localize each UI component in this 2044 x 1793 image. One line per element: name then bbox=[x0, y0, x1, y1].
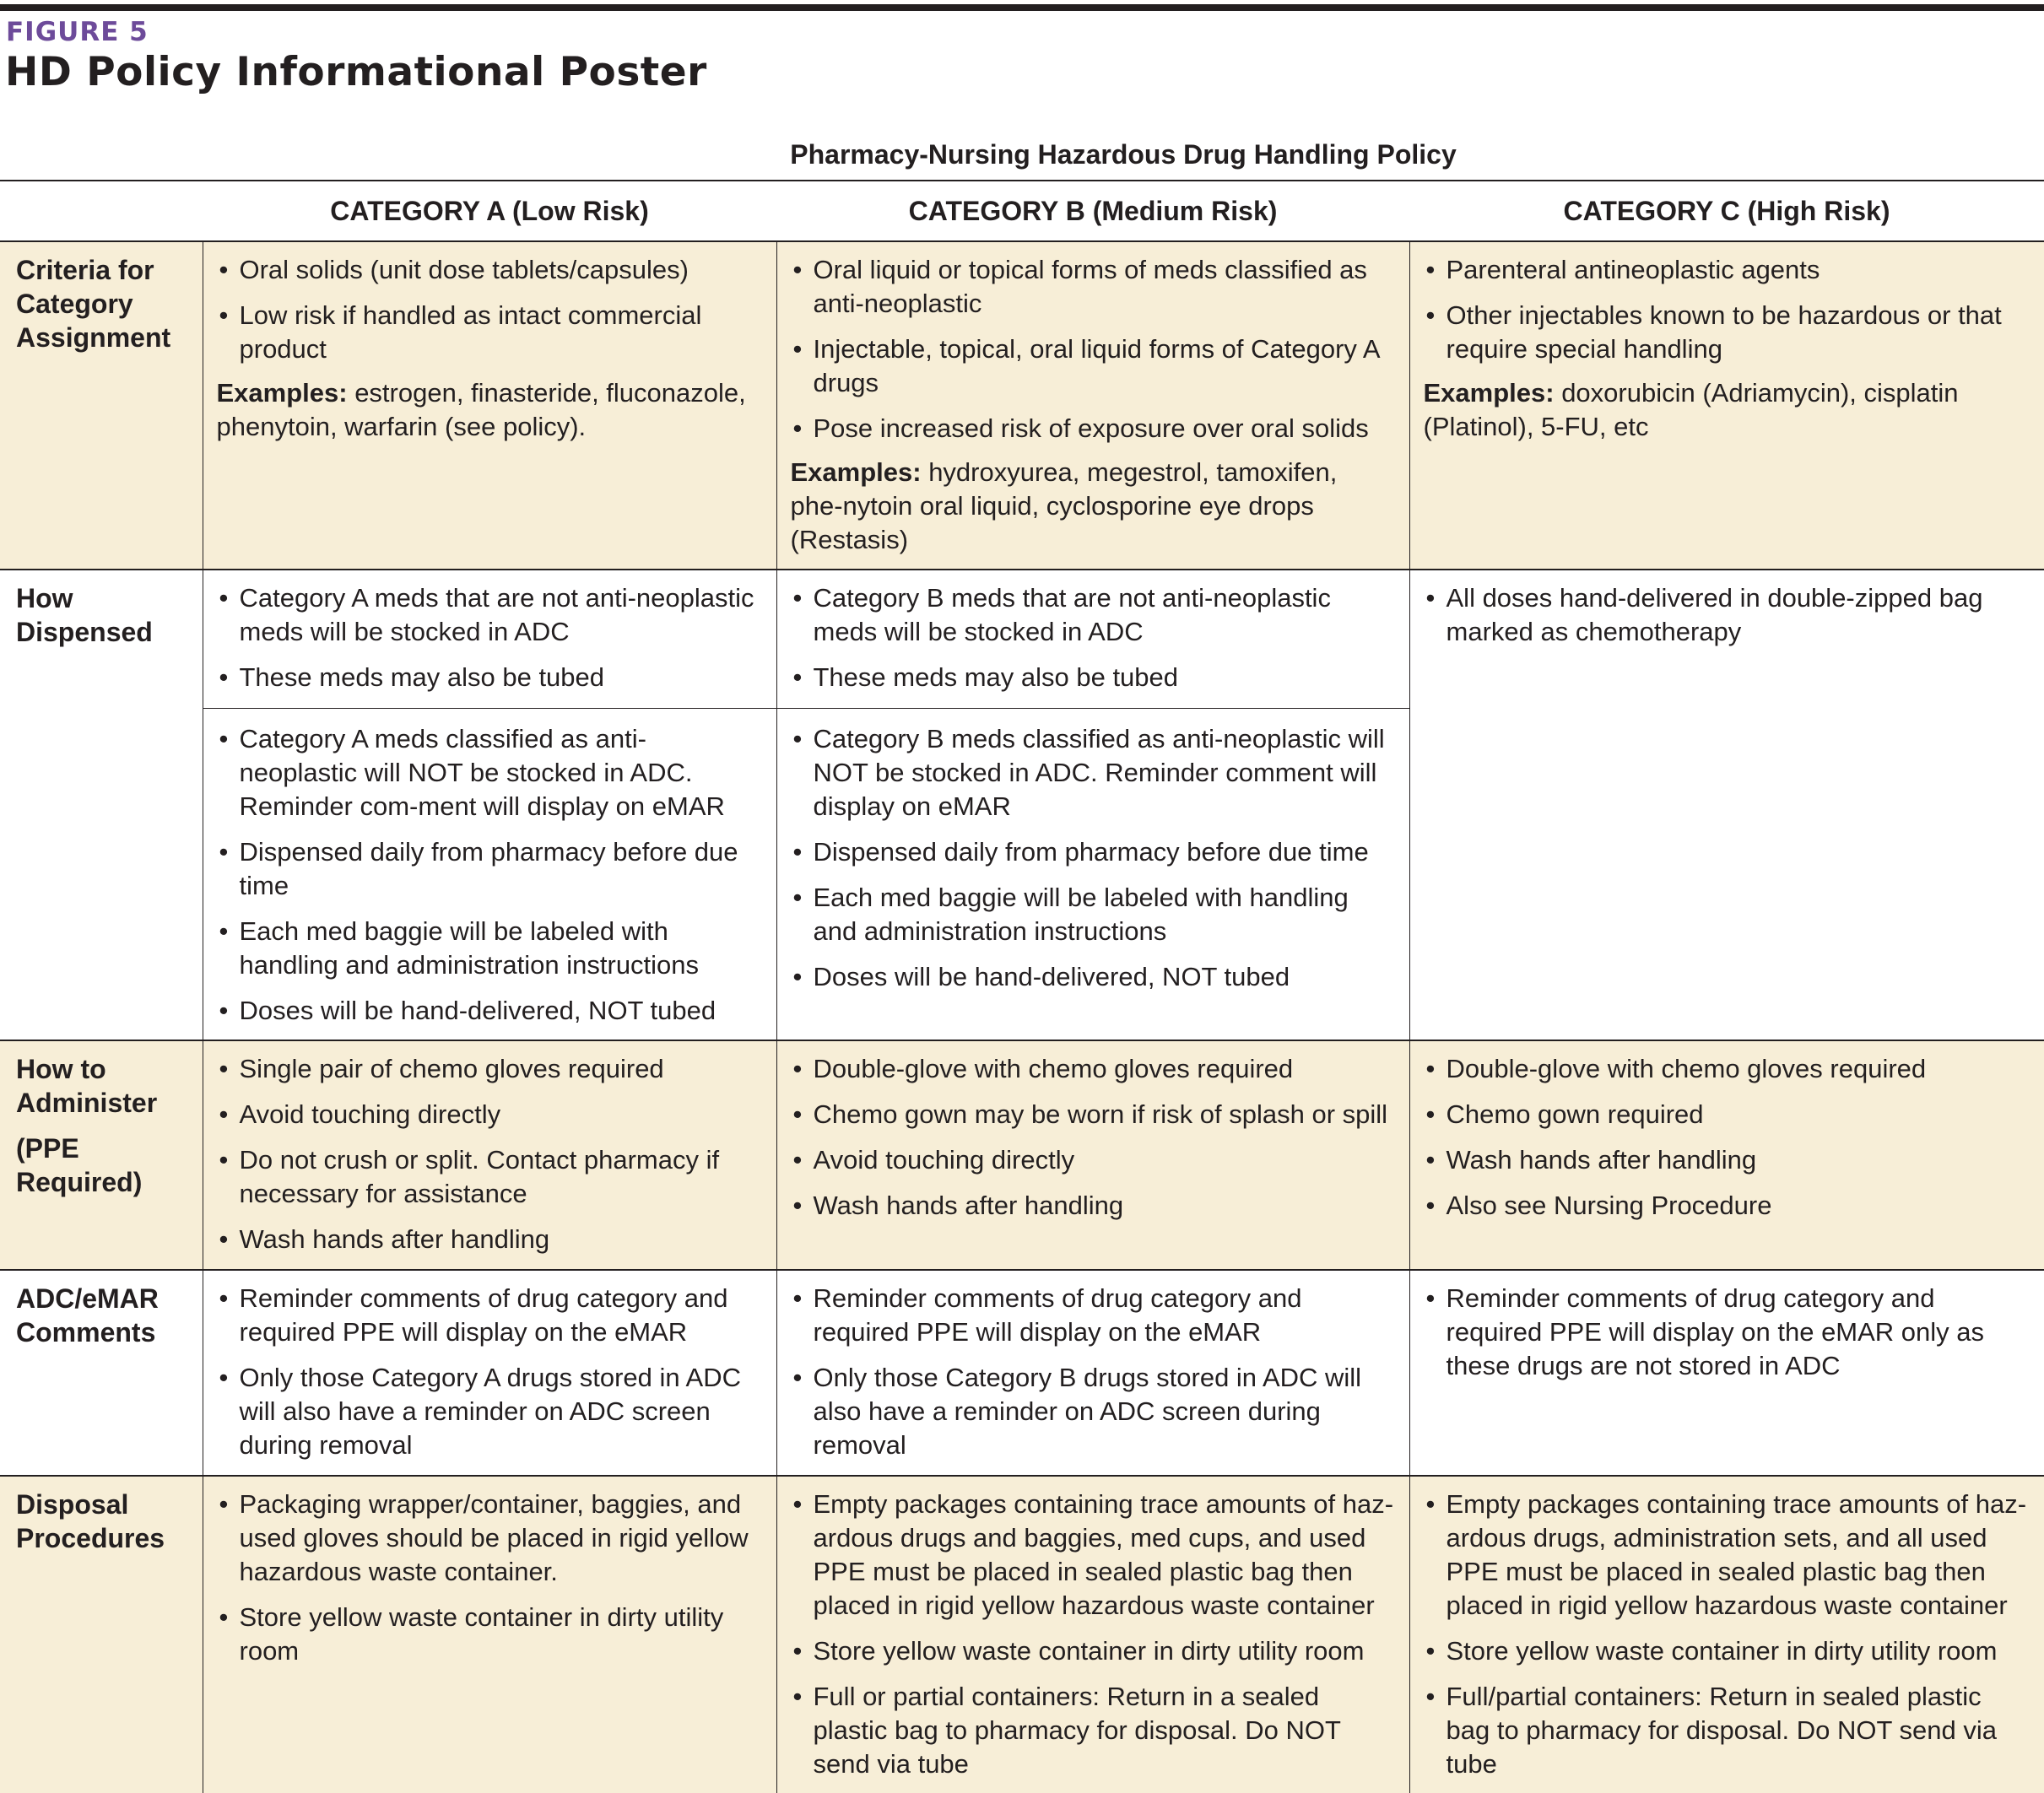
list-item: • Only those Category A drugs stored in ADC will also have a reminder on ADC screen during removal bbox=[217, 1361, 763, 1462]
bullet-list bbox=[217, 722, 763, 1028]
bullet-list bbox=[1424, 1282, 2031, 1383]
table-corner bbox=[0, 129, 203, 181]
bullet-list bbox=[791, 253, 1396, 446]
list-item: • Dispensed daily from pharmacy before due time bbox=[217, 835, 763, 903]
list-item: • Double-glove with chemo gloves required bbox=[791, 1052, 1396, 1086]
list-item: • Store yellow waste container in dirty utility room bbox=[217, 1601, 763, 1668]
bullet-list bbox=[1424, 581, 2031, 649]
cell-administer-b bbox=[776, 1040, 1409, 1270]
row-label-comments: ADC/eMAR Comments bbox=[0, 1270, 203, 1476]
list-item: • Wash hands after handling bbox=[1424, 1143, 2031, 1177]
bullet-list bbox=[217, 1488, 763, 1668]
top-rule bbox=[0, 4, 2044, 11]
list-item: • Injectable, topical, oral liquid forms of Category A drugs bbox=[791, 332, 1396, 400]
bullet-list bbox=[791, 581, 1396, 694]
list-item: • Single pair of chemo gloves required bbox=[217, 1052, 763, 1086]
list-item: • Chemo gown may be worn if risk of splash or spill bbox=[791, 1098, 1396, 1131]
list-item: • Low risk if handled as intact commercial product bbox=[217, 299, 763, 366]
bullet-list bbox=[1424, 253, 2031, 366]
list-item: • Wash hands after handling bbox=[791, 1189, 1396, 1223]
column-header-category-c: CATEGORY C (High Risk) bbox=[1409, 181, 2044, 241]
list-item: • Do not crush or split. Contact pharmacy if necessary for assistance bbox=[217, 1143, 763, 1211]
list-item: • Each med baggie will be labeled with handling and administration instructions bbox=[217, 915, 763, 982]
list-item: • Full/partial containers: Return in sealed plastic bag to pharmacy for disposal. Do NOT send via tube bbox=[1424, 1680, 2031, 1781]
column-header-category-b: CATEGORY B (Medium Risk) bbox=[776, 181, 1409, 241]
bullet-list bbox=[217, 253, 763, 366]
dispensed-a-divider bbox=[203, 708, 776, 1028]
list-item: • Doses will be hand-delivered, NOT tubed bbox=[217, 994, 763, 1028]
bullet-list bbox=[217, 1052, 763, 1256]
list-item: • Avoid touching directly bbox=[791, 1143, 1396, 1177]
list-item: • Full or partial containers: Return in a sealed plastic bag to pharmacy for disposal. Do NOT send via tube bbox=[791, 1680, 1396, 1781]
table-row-criteria bbox=[0, 241, 2044, 570]
table-row-dispensed bbox=[0, 570, 2044, 1040]
cell-comments-c bbox=[1409, 1270, 2044, 1476]
figure-label: FIGURE 5 bbox=[6, 17, 149, 47]
bullet-list bbox=[791, 1488, 1396, 1781]
column-header-category-a: CATEGORY A (Low Risk) bbox=[203, 181, 776, 241]
list-item: • Category B meds classified as anti-neoplastic will NOT be stocked in ADC. Reminder comment will display on eMAR bbox=[791, 722, 1396, 824]
list-item: • Category A meds that are not anti-neoplastic meds will be stocked in ADC bbox=[217, 581, 763, 649]
list-item: • Packaging wrapper/container, baggies, and used gloves should be placed in rigid yellow hazardous waste container. bbox=[217, 1488, 763, 1589]
list-item: • Dispensed daily from pharmacy before due time bbox=[791, 835, 1396, 869]
cell-comments-a bbox=[203, 1270, 776, 1476]
list-item: • Empty packages containing trace amounts of haz-ardous drugs, administration sets, and all used PPE must be placed in sealed plastic bag then placed in rigid yellow hazardous waste container bbox=[1424, 1488, 2031, 1623]
list-item: • Doses will be hand-delivered, NOT tubed bbox=[791, 960, 1396, 994]
row-label-dispensed: How Dispensed bbox=[0, 570, 203, 1040]
list-item: • Oral liquid or topical forms of meds classified as anti-neoplastic bbox=[791, 253, 1396, 321]
cell-dispensed-c bbox=[1409, 570, 2044, 1040]
row-label-administer: How to Administer (PPE Required) bbox=[0, 1040, 203, 1270]
figure-title: HD Policy Informational Poster bbox=[5, 49, 707, 95]
cell-comments-b bbox=[776, 1270, 1409, 1476]
list-item: • Chemo gown required bbox=[1424, 1098, 2031, 1131]
table-row-administer bbox=[0, 1040, 2044, 1270]
list-item: • Category A meds classified as anti-neoplastic will NOT be stocked in ADC. Reminder com-ment will display on eMAR bbox=[217, 722, 763, 824]
row-label-disposal: Disposal Procedures bbox=[0, 1476, 203, 1793]
cell-disposal-c bbox=[1409, 1476, 2044, 1793]
bullet-list bbox=[217, 1282, 763, 1462]
list-item: • Store yellow waste container in dirty utility room bbox=[791, 1634, 1396, 1668]
list-item: • These meds may also be tubed bbox=[217, 661, 763, 694]
list-item: • Reminder comments of drug category and required PPE will display on the eMAR only as these drugs are not stored in ADC bbox=[1424, 1282, 2031, 1383]
list-item: • Pose increased risk of exposure over oral solids bbox=[791, 412, 1396, 446]
cell-criteria-c bbox=[1409, 241, 2044, 570]
column-header-empty bbox=[0, 181, 203, 241]
list-item: • Each med baggie will be labeled with handling and administration instructions bbox=[791, 881, 1396, 948]
cell-dispensed-a bbox=[203, 570, 776, 1040]
list-item: • Wash hands after handling bbox=[217, 1223, 763, 1256]
table-row-disposal bbox=[0, 1476, 2044, 1793]
list-item: • Empty packages containing trace amounts of haz-ardous drugs and baggies, med cups, and used PPE must be placed in sealed plastic bag then placed in rigid yellow hazardous waste container bbox=[791, 1488, 1396, 1623]
list-item: • Reminder comments of drug category and required PPE will display on the eMAR bbox=[791, 1282, 1396, 1349]
cell-administer-c bbox=[1409, 1040, 2044, 1270]
bullet-list bbox=[1424, 1488, 2031, 1781]
list-item: • Reminder comments of drug category and required PPE will display on the eMAR bbox=[217, 1282, 763, 1349]
cell-administer-a bbox=[203, 1040, 776, 1270]
list-item: • Category B meds that are not anti-neoplastic meds will be stocked in ADC bbox=[791, 581, 1396, 649]
list-item: • Avoid touching directly bbox=[217, 1098, 763, 1131]
policy-table bbox=[0, 129, 2044, 1793]
list-item: • Other injectables known to be hazardous or that require special handling bbox=[1424, 299, 2031, 366]
row-label-criteria: Criteria for Category Assignment bbox=[0, 241, 203, 570]
list-item: • Store yellow waste container in dirty utility room bbox=[1424, 1634, 2031, 1668]
list-item: • Only those Category B drugs stored in ADC will also have a reminder on ADC screen during removal bbox=[791, 1361, 1396, 1462]
cell-dispensed-b bbox=[776, 570, 1409, 1040]
cell-disposal-a bbox=[203, 1476, 776, 1793]
examples-c: Examples: doxorubicin (Adriamycin), cisplatin (Platinol), 5-FU, etc bbox=[1423, 378, 1959, 441]
bullet-list bbox=[1424, 1052, 2031, 1223]
table-row-comments bbox=[0, 1270, 2044, 1476]
examples-b: Examples: hydroxyurea, megestrol, tamoxifen, phe-nytoin oral liquid, cyclosporine eye drops (Restasis) bbox=[790, 457, 1338, 554]
list-item: • Parenteral antineoplastic agents bbox=[1424, 253, 2031, 287]
list-item: • Also see Nursing Procedure bbox=[1424, 1189, 2031, 1223]
cell-disposal-b bbox=[776, 1476, 1409, 1793]
bullet-list bbox=[791, 1052, 1396, 1223]
list-item: • Oral solids (unit dose tablets/capsules) bbox=[217, 253, 763, 287]
dispensed-b-divider bbox=[777, 708, 1409, 994]
bullet-list bbox=[217, 581, 763, 694]
cell-criteria-a bbox=[203, 241, 776, 570]
bullet-list bbox=[791, 722, 1396, 994]
list-item: • All doses hand-delivered in double-zipped bag marked as chemotherapy bbox=[1424, 581, 2031, 649]
list-item: • These meds may also be tubed bbox=[791, 661, 1396, 694]
table-caption: Pharmacy-Nursing Hazardous Drug Handling Policy bbox=[203, 129, 2044, 181]
bullet-list bbox=[791, 1282, 1396, 1462]
list-item: • Double-glove with chemo gloves required bbox=[1424, 1052, 2031, 1086]
cell-criteria-b bbox=[776, 241, 1409, 570]
examples-a: Examples: estrogen, finasteride, fluconazole, phenytoin, warfarin (see policy). bbox=[216, 378, 746, 441]
